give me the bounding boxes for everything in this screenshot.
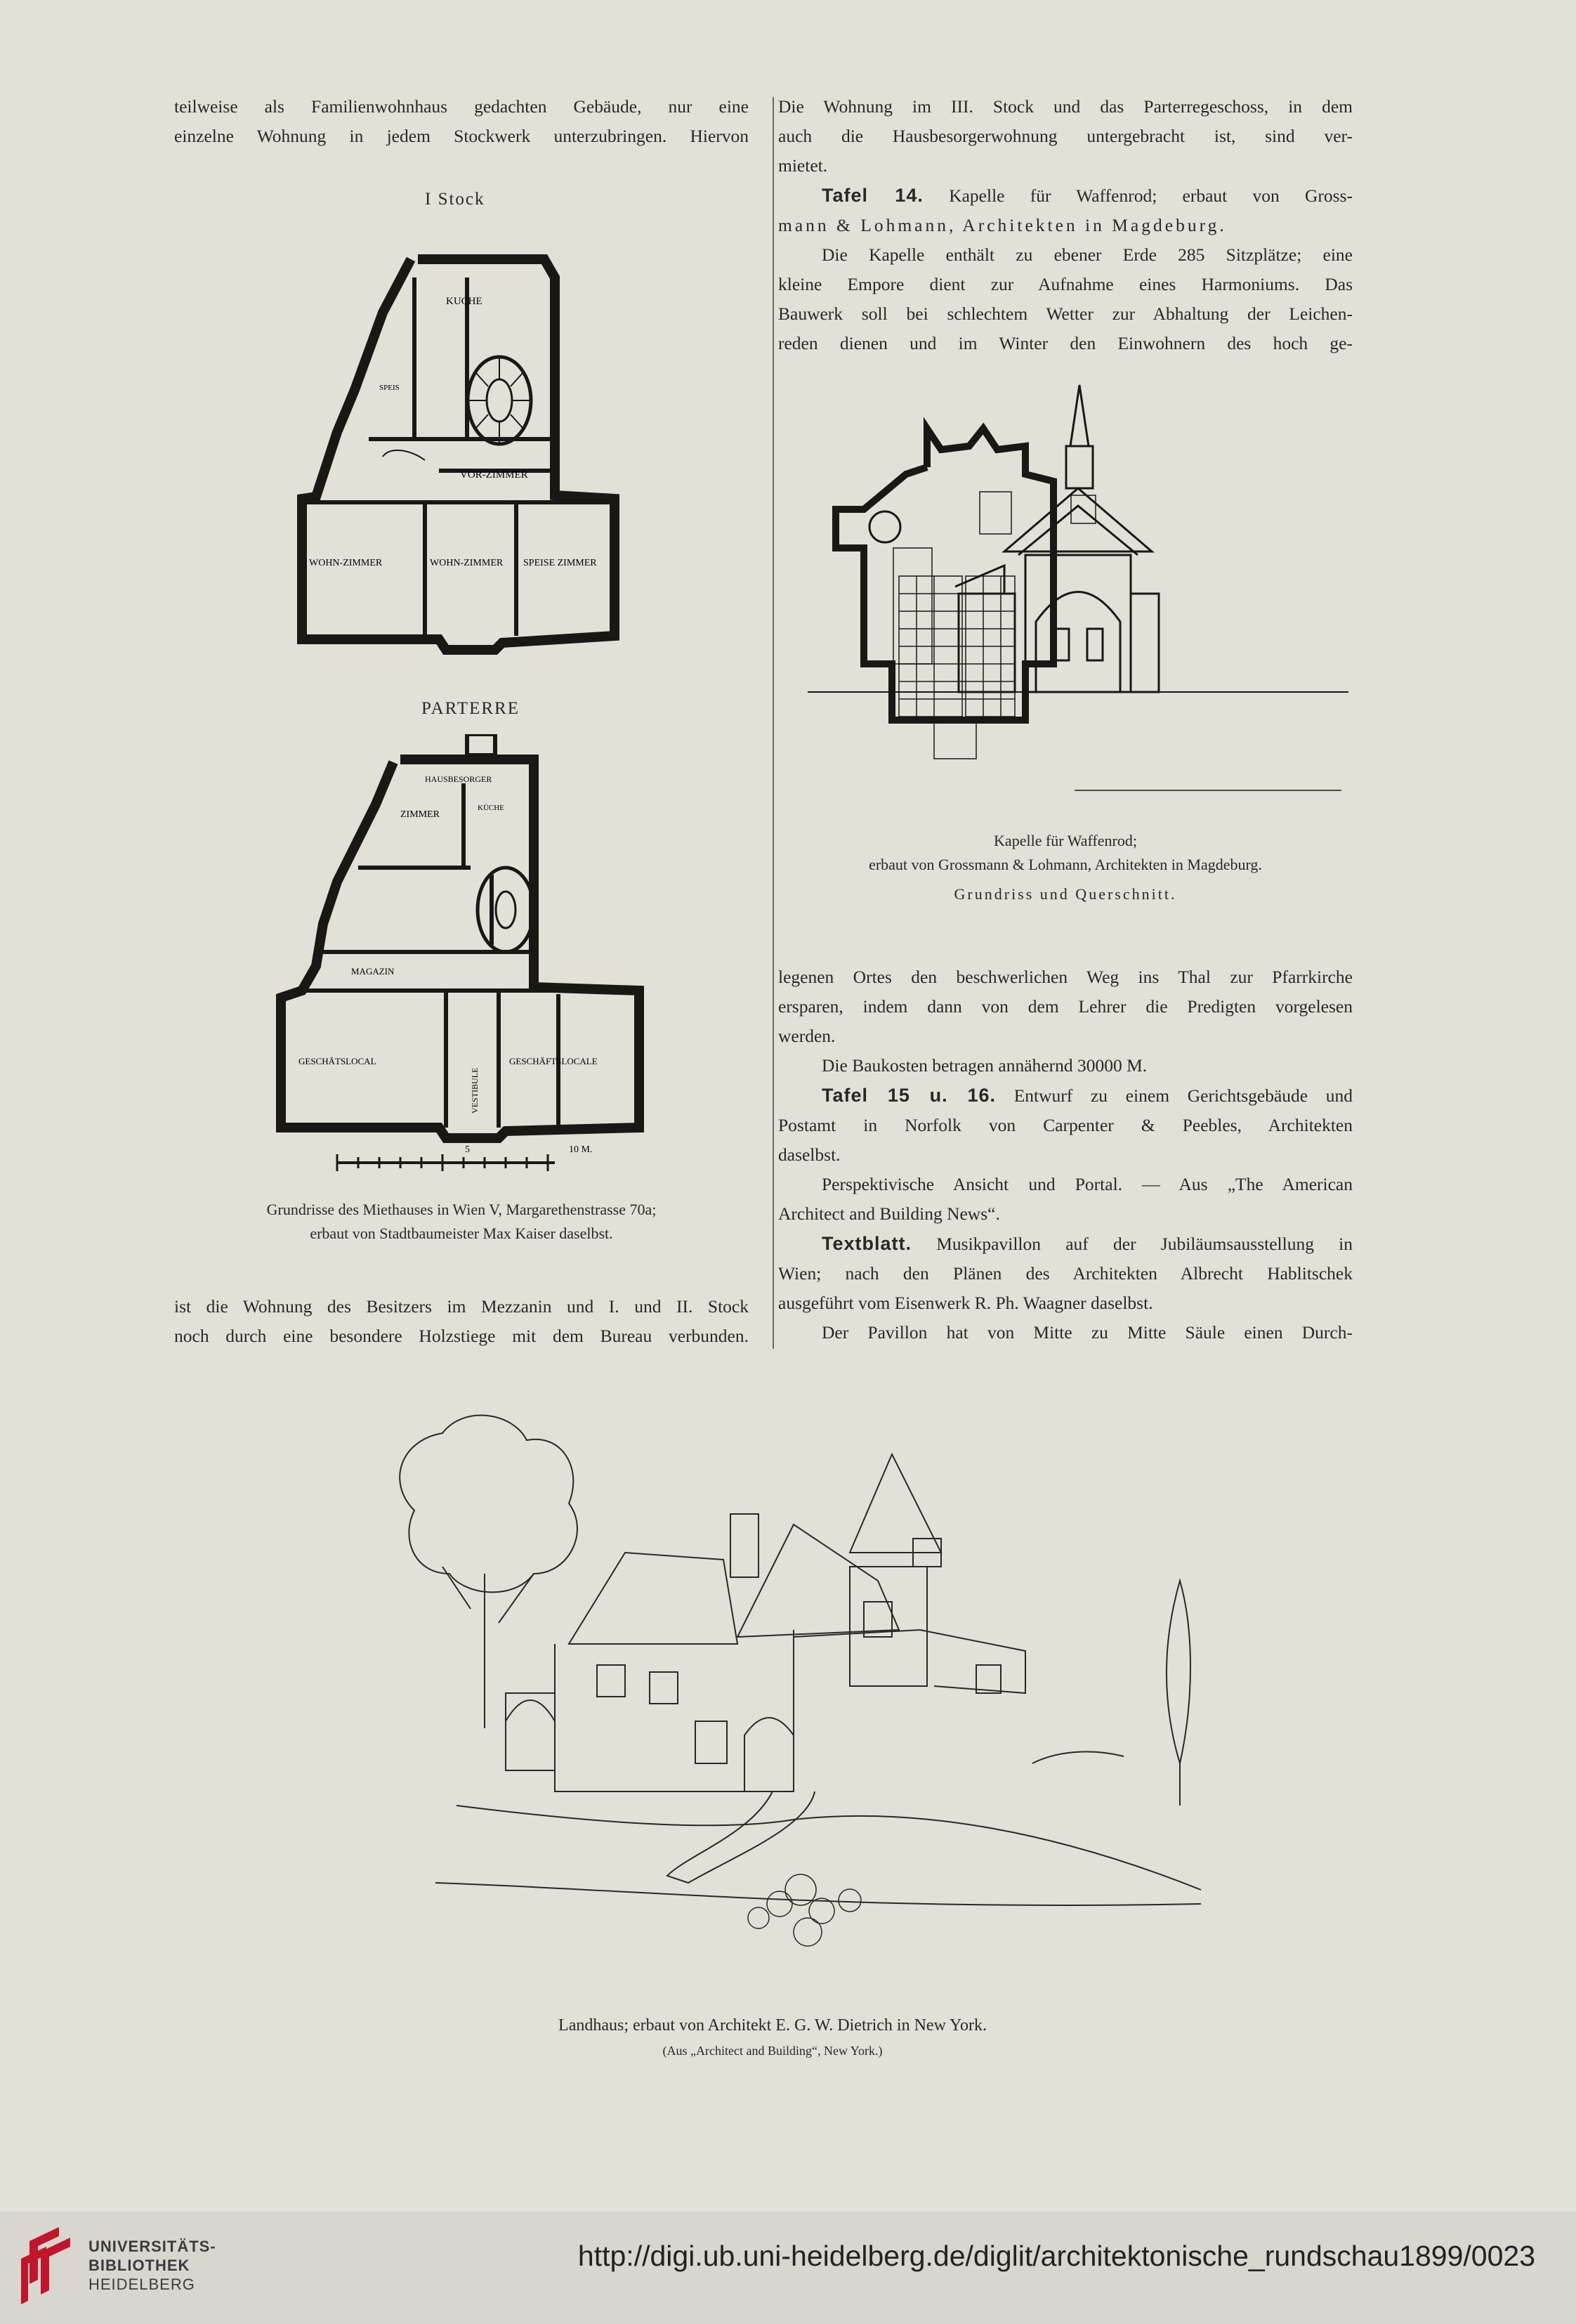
tafel-label: Textblatt. (822, 1233, 912, 1254)
library-name-line: UNIVERSITÄTS- (88, 2238, 216, 2255)
room-label: HAUSBESORGER (425, 774, 492, 784)
library-logo-icon (15, 2224, 79, 2308)
left-bottom-text (174, 1292, 749, 1351)
plan-title-ground: PARTERRE (421, 699, 520, 718)
text-line: Perspektivische Ansicht und Portal. — Aus „The American (822, 1174, 1353, 1194)
plan-title-upper: I Stock (425, 190, 485, 209)
scale-label: 10 M. (569, 1144, 593, 1155)
left-top-text (174, 92, 749, 151)
caption-line: Grundrisse des Miethauses in Wien V, Margarethenstrasse 70a; (266, 1201, 657, 1218)
library-name (88, 2237, 216, 2294)
tafel-label: Tafel 15 u. 16. (822, 1085, 997, 1106)
chapel-drawing (794, 383, 1355, 818)
text-span: Musikpavillon auf der Jubiläumsausstellung in (936, 1234, 1353, 1254)
caption-chapel (778, 829, 1353, 906)
room-label: WOHN-ZIMMER (430, 558, 504, 568)
text-line: Wien; nach den Plänen des Architekten Albrecht Hablitschek (778, 1263, 1353, 1284)
text-line: Postamt in Norfolk von Carpenter & Peebles, Architekten (778, 1115, 1353, 1135)
caption-line: erbaut von Grossmann & Lohmann, Architekten in Magdeburg. (869, 856, 1262, 873)
caption-house (421, 2013, 1124, 2063)
text-line: mietet. (778, 155, 828, 176)
text-span: Kapelle für Waffenrod; erbaut von Gross- (949, 185, 1353, 206)
room-label: GESCHÄTSLOCAL (298, 1056, 376, 1066)
text-line: auch die Hausbesorgerwohnung untergebracht ist, sind ver- (778, 126, 1353, 146)
tafel-label: Tafel 14. (822, 185, 924, 206)
room-label: GESCHÄFTSLOCALE (509, 1056, 598, 1066)
room-label: WOHN-ZIMMER (309, 558, 383, 568)
text-line: ersparen, indem dann von dem Lehrer die Predigten vorgelesen (778, 996, 1353, 1017)
text-line: ausgeführt vom Eisenwerk R. Ph. Waagner daselbst. (778, 1293, 1153, 1313)
text-line: Der Pavillon hat von Mitte zu Mitte Säule einen Durch- (822, 1322, 1353, 1343)
text-line (778, 1081, 1353, 1111)
text-line: Die Wohnung im III. Stock und das Parterregeschoss, in dem (778, 96, 1353, 117)
text-line: Architect and Building News“. (778, 1203, 1000, 1224)
room-label: MAGAZIN (351, 966, 395, 977)
text-line: kleine Empore dient zur Aufnahme eines Harmoniums. Das (778, 274, 1353, 294)
scale-label: 5 (465, 1144, 470, 1155)
caption-line: erbaut von Stadtbaumeister Max Kaiser daselbst. (310, 1225, 613, 1242)
room-label: KUCHE (446, 296, 482, 307)
caption-line: (Aus „Architect and Building“, New York.) (662, 2044, 883, 2058)
paragraph: teilweise als Familienwohnhaus gedachten Gebäude, nur eine (174, 96, 749, 117)
text-line (778, 1229, 1353, 1259)
room-label: SPEIS (379, 384, 400, 392)
right-bottom-text (778, 962, 1353, 1347)
text-line: legenen Ortes den beschwerlichen Weg ins Thal zur Pfarrkirche (778, 967, 1353, 987)
scale-bar (330, 1142, 604, 1184)
room-label: ZIMMER (400, 809, 440, 820)
text-line: werden. (778, 1026, 836, 1046)
right-top-text (778, 92, 1353, 358)
room-label: SPEISE ZIMMER (523, 558, 597, 568)
text-line: mann & Lohmann, Architekten in Magdeburg. (778, 215, 1227, 235)
text-line: reden dienen und im Winter den Einwohnern des hoch ge- (778, 333, 1353, 353)
text-line (778, 181, 1353, 211)
text-line: Bauwerk soll bei schlechtem Wetter zur Abhaltung der Leichen- (778, 303, 1353, 324)
caption-floor-plans (174, 1198, 749, 1246)
house-illustration (358, 1398, 1250, 2016)
paragraph: noch durch eine besondere Holzstiege mit dem Bureau verbunden. (174, 1326, 749, 1346)
caption-line: Grundriss und Querschnitt. (954, 885, 1177, 903)
library-name-line: HEIDELBERG (88, 2276, 195, 2293)
paragraph: einzelne Wohnung in jedem Stockwerk unterzubringen. Hiervon (174, 126, 749, 146)
column-divider (773, 97, 774, 1349)
floor-plan-upper (284, 249, 664, 657)
source-url-link[interactable]: http://digi.ub.uni-heidelberg.de/diglit/architektonische_rundschau1899/0023 (577, 2240, 1535, 2272)
paragraph: ist die Wohnung des Besitzers im Mezzanin und I. und II. Stock (174, 1296, 749, 1317)
text-span: Entwurf zu einem Gerichtsgebäude und (1013, 1085, 1353, 1106)
caption-line: Kapelle für Waffenrod; (994, 832, 1137, 849)
caption-line: Landhaus; erbaut von Architekt E. G. W. Dietrich in New York. (558, 2016, 987, 2035)
text-line: Die Baukosten betragen annähernd 30000 M. (822, 1055, 1148, 1076)
room-label: VESTIBULE (470, 1067, 480, 1114)
text-line: Die Kapelle enthält zu ebener Erde 285 Sitzplätze; eine (822, 244, 1353, 265)
library-name-line: BIBLIOTHEK (88, 2257, 190, 2274)
room-label: VOR-ZIMMER (460, 469, 528, 481)
room-label: KÜCHE (478, 804, 504, 812)
floor-plan-ground (274, 734, 653, 1156)
text-line: daselbst. (778, 1144, 841, 1165)
